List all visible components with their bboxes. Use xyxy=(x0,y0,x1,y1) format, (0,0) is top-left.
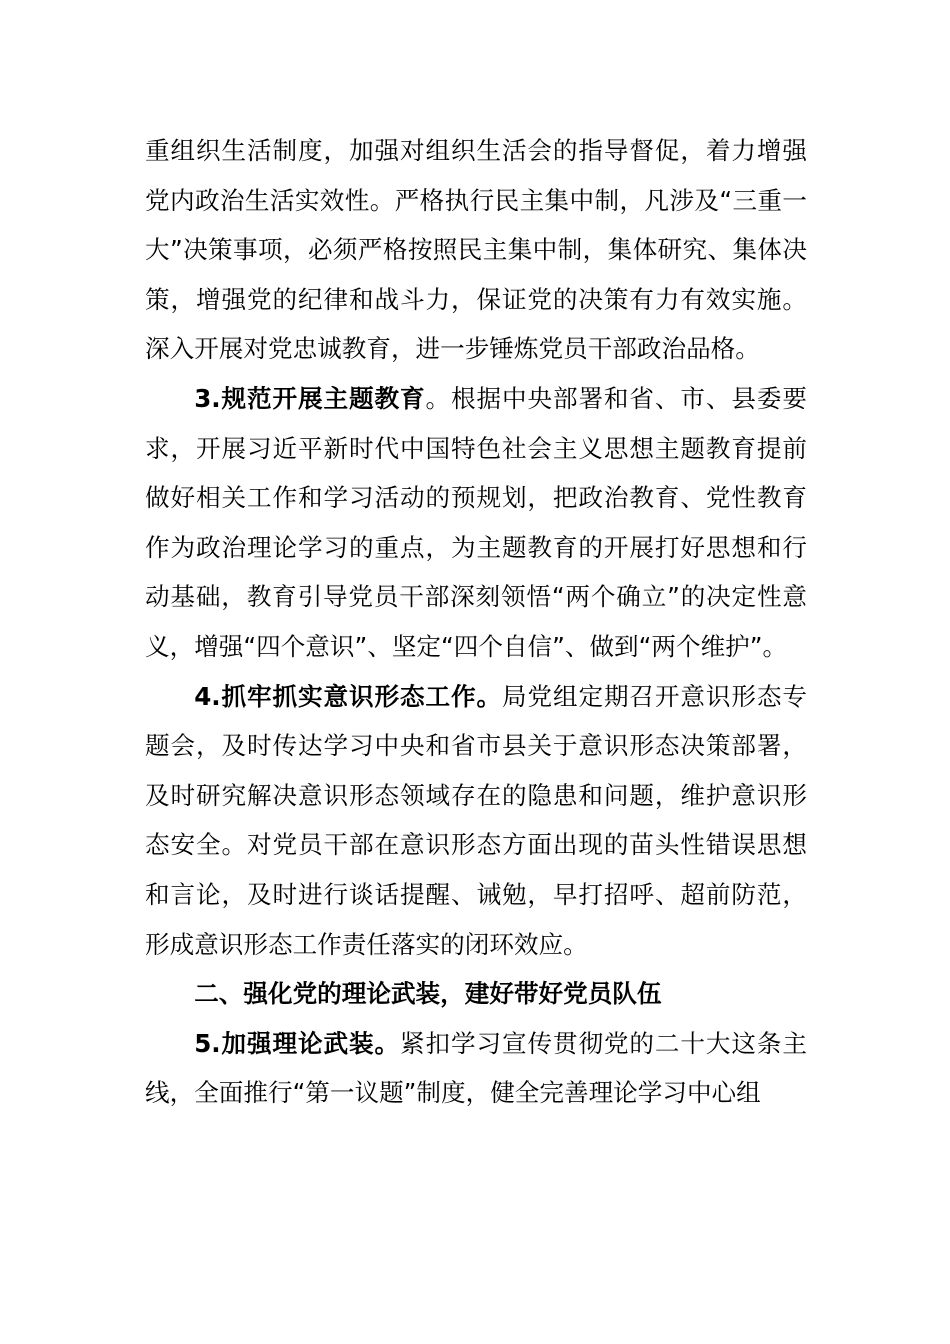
paragraph-item-4 xyxy=(145,672,807,970)
paragraph-item-3 xyxy=(145,374,807,672)
paragraph-continuation xyxy=(145,126,807,374)
section-heading: 二、强化党的理论武装，建好带好党员队伍 xyxy=(194,979,662,1009)
paragraph-text: 局党组定期召开意识形态专题会，及时传达学习中央和省市县关于意识形态决策部署，及时研究解决意识形态领域存在的隐患和问题，维护意识形态安全。对党员干部在意识形态方面出现的苗头性错误思想和言论，及时进行谈话提醒、诫勉，早打招呼、超前防范，形成意识形态工作责任落实的闭环效应。 xyxy=(145,681,807,959)
paragraph-lead-title: 5.加强理论武装。 xyxy=(194,1028,400,1058)
paragraph-item-5 xyxy=(145,1019,807,1118)
paragraph-lead-title: 4.抓牢抓实意识形态工作。 xyxy=(194,681,502,711)
paragraph-text: 重组织生活制度，加强对组织生活会的指导督促，着力增强党内政治生活实效性。严格执行民主集中制，凡涉及“三重一大”决策事项，必须严格按照民主集中制，集体研究、集体决策，增强党的纪律和战斗力，保证党的决策有力有效实施。深入开展对党忠诚教育，进一步锤炼党员干部政治品格。 xyxy=(145,136,807,364)
document-body xyxy=(145,126,807,1118)
paragraph-text: 。根据中央部署和省、市、县委要求，开展习近平新时代中国特色社会主义思想主题教育提前做好相关工作和学习活动的预规划，把政治教育、党性教育作为政治理论学习的重点，为主题教育的开展打好思想和行动基础，教育引导党员干部深刻领悟“两个确立”的决定性意义，增强“四个意识”、坚定“四个自信”、做到“两个维护”。 xyxy=(145,383,807,661)
paragraph-lead-title: 3.规范开展主题教育 xyxy=(194,383,426,413)
paragraph-text: 紧扣学习宣传贯彻党的二十大这条主线，全面推行“第一议题”制度，健全完善理论学习中心组 xyxy=(145,1028,807,1108)
